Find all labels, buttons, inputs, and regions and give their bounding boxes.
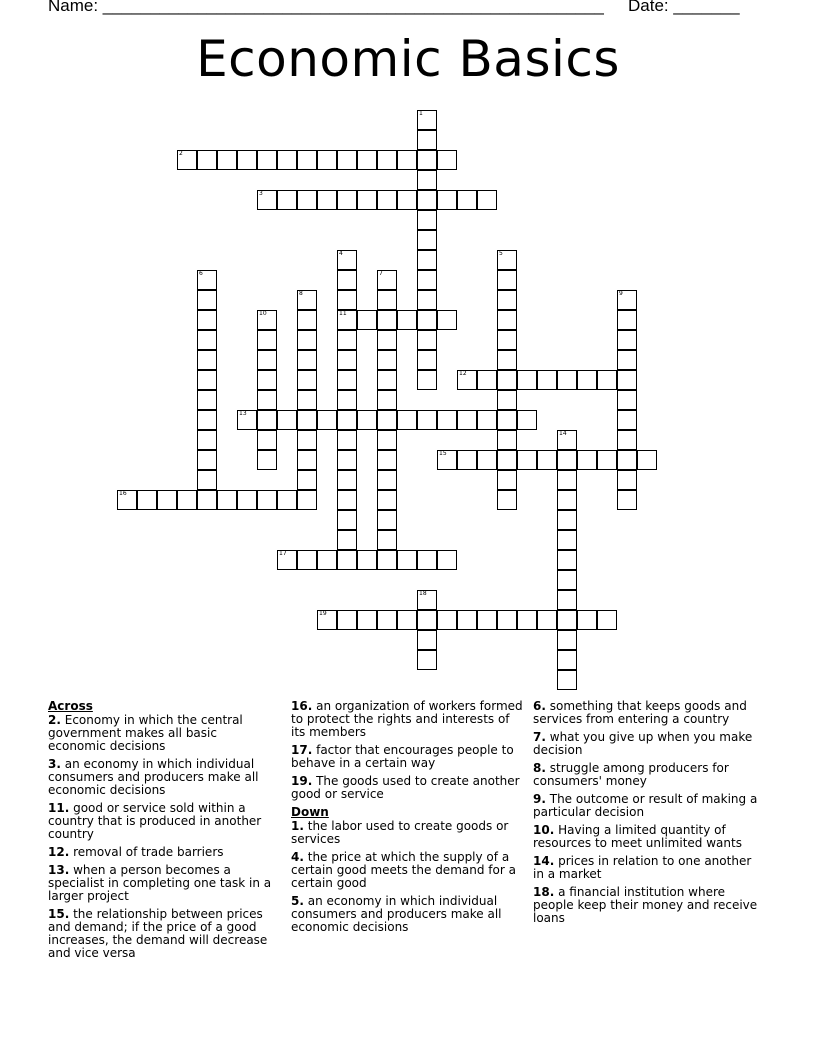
crossword-cell[interactable]	[417, 370, 437, 390]
crossword-cell[interactable]	[557, 450, 577, 470]
crossword-cell[interactable]	[197, 330, 217, 350]
crossword-cell[interactable]	[377, 190, 397, 210]
crossword-cell[interactable]	[337, 410, 357, 430]
crossword-cell[interactable]	[437, 610, 457, 630]
crossword-cell[interactable]	[577, 370, 597, 390]
crossword-cell[interactable]	[497, 290, 517, 310]
crossword-cell[interactable]	[297, 150, 317, 170]
name-field-label: Name: _____________________________________________________	[48, 0, 604, 15]
crossword-cell[interactable]	[357, 550, 377, 570]
crossword-cell[interactable]	[617, 450, 637, 470]
crossword-cell[interactable]	[417, 590, 437, 610]
crossword-cell[interactable]	[337, 250, 357, 270]
crossword-cell[interactable]	[197, 310, 217, 330]
crossword-cell[interactable]	[397, 190, 417, 210]
crossword-cell[interactable]	[417, 130, 437, 150]
crossword-cell[interactable]	[637, 450, 657, 470]
crossword-cell[interactable]	[617, 310, 637, 330]
crossword-cell[interactable]	[297, 370, 317, 390]
crossword-cell[interactable]	[257, 350, 277, 370]
crossword-cell[interactable]	[337, 190, 357, 210]
crossword-cell[interactable]	[417, 350, 437, 370]
crossword-cell[interactable]	[297, 550, 317, 570]
crossword-cell[interactable]	[397, 310, 417, 330]
crossword-cell[interactable]	[417, 550, 437, 570]
crossword-cell[interactable]	[377, 150, 397, 170]
clue-number: 10	[259, 310, 267, 317]
crossword-cell[interactable]	[377, 330, 397, 350]
crossword-cell[interactable]	[197, 410, 217, 430]
crossword-cell[interactable]	[497, 350, 517, 370]
crossword-cell[interactable]	[477, 610, 497, 630]
crossword-cell[interactable]	[477, 410, 497, 430]
crossword-cell[interactable]	[337, 150, 357, 170]
date-field-label: Date: _______	[628, 0, 740, 15]
crossword-cell[interactable]	[557, 430, 577, 450]
crossword-cell[interactable]	[297, 430, 317, 450]
crossword-cell[interactable]	[437, 310, 457, 330]
crossword-cell[interactable]	[457, 370, 477, 390]
crossword-cell[interactable]	[157, 490, 177, 510]
crossword-cell[interactable]	[477, 190, 497, 210]
crossword-cell[interactable]	[617, 370, 637, 390]
crossword-cell[interactable]	[557, 670, 577, 690]
crossword-cell[interactable]	[237, 150, 257, 170]
crossword-cell[interactable]	[517, 410, 537, 430]
crossword-cell[interactable]	[297, 330, 317, 350]
clue-down-14: 14. prices in relation to one another in a market	[533, 854, 752, 881]
crossword-cell[interactable]	[337, 510, 357, 530]
crossword-cell[interactable]	[437, 150, 457, 170]
clue-number: 17	[279, 550, 287, 557]
crossword-cell[interactable]	[297, 350, 317, 370]
crossword-cell[interactable]	[377, 390, 397, 410]
crossword-cell[interactable]	[297, 310, 317, 330]
clue-number: 16	[119, 490, 127, 497]
crossword-cell[interactable]	[417, 210, 437, 230]
crossword-cell[interactable]	[357, 410, 377, 430]
crossword-cell[interactable]	[437, 410, 457, 430]
crossword-cell[interactable]	[357, 190, 377, 210]
crossword-cell[interactable]	[137, 490, 157, 510]
crossword-cell[interactable]	[497, 370, 517, 390]
crossword-cell[interactable]	[557, 530, 577, 550]
crossword-cell[interactable]	[517, 450, 537, 470]
crossword-cell[interactable]	[357, 610, 377, 630]
crossword-cell[interactable]	[257, 410, 277, 430]
clue-number: 12	[459, 370, 467, 377]
crossword-cell[interactable]	[337, 330, 357, 350]
crossword-cell[interactable]	[337, 530, 357, 550]
crossword-cell[interactable]	[197, 470, 217, 490]
crossword-cell[interactable]	[197, 350, 217, 370]
crossword-cell[interactable]	[217, 150, 237, 170]
clues-column-1	[48, 700, 278, 965]
crossword-cell[interactable]	[237, 490, 257, 510]
crossword-cell[interactable]	[457, 610, 477, 630]
clue-down-8: 8. struggle among producers for consumers' money	[533, 761, 729, 788]
crossword-cell[interactable]	[417, 610, 437, 630]
crossword-cell[interactable]	[557, 490, 577, 510]
crossword-cell[interactable]	[277, 410, 297, 430]
crossword-cell[interactable]	[377, 470, 397, 490]
crossword-cell[interactable]	[377, 310, 397, 330]
crossword-cell[interactable]	[617, 490, 637, 510]
crossword-cell[interactable]	[457, 190, 477, 210]
crossword-cell[interactable]	[417, 250, 437, 270]
crossword-cell[interactable]	[417, 310, 437, 330]
clue-number: 5	[499, 250, 503, 257]
crossword-cell[interactable]	[377, 450, 397, 470]
clue-down-10: 10. Having a limited quantity of resources to meet unlimited wants	[533, 823, 742, 850]
crossword-cell[interactable]	[337, 450, 357, 470]
crossword-cell[interactable]	[437, 450, 457, 470]
crossword-cell[interactable]	[357, 150, 377, 170]
crossword-cell[interactable]	[337, 350, 357, 370]
clue-number: 18	[419, 590, 427, 597]
crossword-cell[interactable]	[337, 370, 357, 390]
crossword-cell[interactable]	[257, 190, 277, 210]
crossword-cell[interactable]	[197, 390, 217, 410]
clue-down-6: 6. something that keeps goods and services from entering a country	[533, 699, 747, 726]
clue-across-19: 19. The goods used to create another good or service	[291, 774, 520, 801]
crossword-cell[interactable]	[317, 610, 337, 630]
crossword-cell[interactable]	[417, 630, 437, 650]
crossword-cell[interactable]	[417, 290, 437, 310]
crossword-cell[interactable]	[417, 330, 437, 350]
crossword-cell[interactable]	[217, 490, 237, 510]
crossword-cell[interactable]	[597, 610, 617, 630]
crossword-cell[interactable]	[337, 270, 357, 290]
clue-across-3: 3. an economy in which individual consumers and producers make all economic decisions	[48, 757, 259, 797]
crossword-cell[interactable]	[417, 410, 437, 430]
clue-across-17: 17. factor that encourages people to behave in a certain way	[291, 743, 514, 770]
crossword-cell[interactable]	[557, 610, 577, 630]
crossword-cell[interactable]	[497, 430, 517, 450]
clues-column-3	[533, 700, 763, 930]
crossword-cell[interactable]	[337, 390, 357, 410]
clue-number: 1	[419, 110, 423, 117]
crossword-cell[interactable]	[437, 550, 457, 570]
crossword-cell[interactable]	[497, 470, 517, 490]
crossword-cell[interactable]	[177, 150, 197, 170]
crossword-cell[interactable]	[277, 490, 297, 510]
crossword-cell[interactable]	[257, 150, 277, 170]
crossword-cell[interactable]	[397, 610, 417, 630]
clue-number: 14	[559, 430, 567, 437]
crossword-cell[interactable]	[557, 650, 577, 670]
crossword-cell[interactable]	[377, 510, 397, 530]
crossword-cell[interactable]	[337, 430, 357, 450]
crossword-cell[interactable]	[457, 410, 477, 430]
crossword-cell[interactable]	[277, 550, 297, 570]
crossword-cell[interactable]	[417, 110, 437, 130]
crossword-cell[interactable]	[617, 430, 637, 450]
crossword-cell[interactable]	[257, 450, 277, 470]
crossword-cell[interactable]	[417, 270, 437, 290]
crossword-cell[interactable]	[437, 190, 457, 210]
crossword-cell[interactable]	[277, 190, 297, 210]
crossword-cell[interactable]	[557, 630, 577, 650]
clue-down-9: 9. The outcome or result of making a particular decision	[533, 792, 758, 819]
crossword-cell[interactable]	[257, 310, 277, 330]
crossword-cell[interactable]	[197, 450, 217, 470]
crossword-cell[interactable]	[497, 390, 517, 410]
crossword-cell[interactable]	[297, 290, 317, 310]
crossword-cell[interactable]	[377, 530, 397, 550]
crossword-cell[interactable]	[297, 390, 317, 410]
clue-across-13: 13. when a person becomes a specialist in completing one task in a larger project	[48, 863, 272, 903]
crossword-cell[interactable]	[197, 150, 217, 170]
crossword-cell[interactable]	[337, 290, 357, 310]
crossword-cell[interactable]	[257, 330, 277, 350]
clue-across-15: 15. the relationship between prices and demand; if the price of a good increases, the demand will decrease and vice versa	[48, 907, 268, 960]
clue-number: 9	[619, 290, 623, 297]
crossword-cell[interactable]	[177, 490, 197, 510]
crossword-cell[interactable]	[497, 610, 517, 630]
clues-column-2	[291, 700, 527, 939]
crossword-cell[interactable]	[337, 490, 357, 510]
crossword-cell[interactable]	[557, 590, 577, 610]
clue-across-12: 12. removal of trade barriers	[48, 845, 224, 859]
crossword-cell[interactable]	[577, 610, 597, 630]
clue-down-5: 5. an economy in which individual consumers and producers make all economic decisions	[291, 894, 502, 934]
crossword-cell[interactable]	[497, 270, 517, 290]
crossword-cell[interactable]	[317, 150, 337, 170]
crossword-cell[interactable]	[377, 290, 397, 310]
crossword-cell[interactable]	[597, 370, 617, 390]
crossword-cell[interactable]	[497, 490, 517, 510]
crossword-cell[interactable]	[197, 370, 217, 390]
crossword-cell[interactable]	[417, 190, 437, 210]
crossword-cell[interactable]	[377, 550, 397, 570]
crossword-cell[interactable]	[337, 310, 357, 330]
crossword-cell[interactable]	[477, 370, 497, 390]
clue-number: 4	[339, 250, 343, 257]
crossword-cell[interactable]	[617, 350, 637, 370]
clue-down-1: 1. the labor used to create goods or services	[291, 819, 509, 846]
clue-down-4: 4. the price at which the supply of a certain good meets the demand for a certain good	[291, 850, 516, 890]
down-heading: Down	[291, 805, 329, 819]
clue-number: 15	[439, 450, 447, 457]
crossword-cell[interactable]	[197, 490, 217, 510]
crossword-cell[interactable]	[237, 410, 257, 430]
crossword-cell[interactable]	[317, 410, 337, 430]
clue-number: 2	[179, 150, 183, 157]
across-heading: Across	[48, 699, 93, 713]
crossword-cell[interactable]	[377, 610, 397, 630]
clue-across-2: 2. Economy in which the central government makes all basic economic decisions	[48, 713, 243, 753]
crossword-cell[interactable]	[317, 550, 337, 570]
crossword-cell[interactable]	[557, 470, 577, 490]
crossword-cell[interactable]	[497, 330, 517, 350]
crossword-cell[interactable]	[257, 390, 277, 410]
crossword-cell[interactable]	[417, 170, 437, 190]
crossword-cell[interactable]	[497, 250, 517, 270]
crossword-cell[interactable]	[617, 290, 637, 310]
crossword-cell[interactable]	[257, 490, 277, 510]
crossword-cell[interactable]	[257, 430, 277, 450]
crossword-cell[interactable]	[377, 490, 397, 510]
crossword-cell[interactable]	[417, 150, 437, 170]
crossword-cell[interactable]	[377, 370, 397, 390]
crossword-cell[interactable]	[337, 610, 357, 630]
crossword-cell[interactable]	[297, 470, 317, 490]
crossword-cell[interactable]	[337, 550, 357, 570]
crossword-cell[interactable]	[537, 370, 557, 390]
clue-number: 3	[259, 190, 263, 197]
crossword-cell[interactable]	[357, 310, 377, 330]
crossword-cell[interactable]	[117, 490, 137, 510]
crossword-cell[interactable]	[617, 410, 637, 430]
crossword-cell[interactable]	[297, 190, 317, 210]
crossword-cell[interactable]	[397, 410, 417, 430]
crossword-cell[interactable]	[497, 450, 517, 470]
crossword-cell[interactable]	[417, 650, 437, 670]
clue-number: 19	[319, 610, 327, 617]
crossword-cell[interactable]	[417, 230, 437, 250]
crossword-cell[interactable]	[517, 610, 537, 630]
crossword-cell[interactable]	[317, 190, 337, 210]
crossword-cell[interactable]	[297, 490, 317, 510]
crossword-cell[interactable]	[297, 450, 317, 470]
crossword-cell[interactable]	[397, 150, 417, 170]
crossword-cell[interactable]	[597, 450, 617, 470]
crossword-cell[interactable]	[257, 370, 277, 390]
clue-down-7: 7. what you give up when you make decision	[533, 730, 753, 757]
clue-number: 6	[199, 270, 203, 277]
clue-down-18: 18. a financial institution where people keep their money and receive loans	[533, 885, 758, 925]
crossword-cell[interactable]	[497, 310, 517, 330]
crossword-cell[interactable]	[457, 450, 477, 470]
crossword-cell[interactable]	[377, 430, 397, 450]
crossword-cell[interactable]	[197, 270, 217, 290]
crossword-cell[interactable]	[557, 370, 577, 390]
crossword-cell[interactable]	[577, 450, 597, 470]
crossword-cell[interactable]	[537, 450, 557, 470]
crossword-cell[interactable]	[377, 410, 397, 430]
page-title: Economic Basics	[196, 30, 620, 88]
crossword-cell[interactable]	[497, 410, 517, 430]
crossword-cell[interactable]	[377, 350, 397, 370]
crossword-cell[interactable]	[377, 270, 397, 290]
clue-across-11: 11. good or service sold within a country that is produced in another country	[48, 801, 262, 841]
crossword-cell[interactable]	[557, 550, 577, 570]
clue-across-16: 16. an organization of workers formed to protect the rights and interests of its members	[291, 699, 523, 739]
crossword-cell[interactable]	[297, 410, 317, 430]
crossword-cell[interactable]	[537, 610, 557, 630]
crossword-cell[interactable]	[617, 330, 637, 350]
crossword-cell[interactable]	[337, 470, 357, 490]
clue-number: 11	[339, 310, 347, 317]
crossword-cell[interactable]	[617, 390, 637, 410]
crossword-cell[interactable]	[277, 150, 297, 170]
crossword-cell[interactable]	[397, 550, 417, 570]
clue-number: 8	[299, 290, 303, 297]
crossword-cell[interactable]	[197, 290, 217, 310]
clue-number: 13	[239, 410, 247, 417]
crossword-cell[interactable]	[477, 450, 497, 470]
crossword-cell[interactable]	[517, 370, 537, 390]
clue-number: 7	[379, 270, 383, 277]
crossword-cell[interactable]	[557, 570, 577, 590]
crossword-cell[interactable]	[557, 510, 577, 530]
crossword-cell[interactable]	[197, 430, 217, 450]
crossword-cell[interactable]	[617, 470, 637, 490]
